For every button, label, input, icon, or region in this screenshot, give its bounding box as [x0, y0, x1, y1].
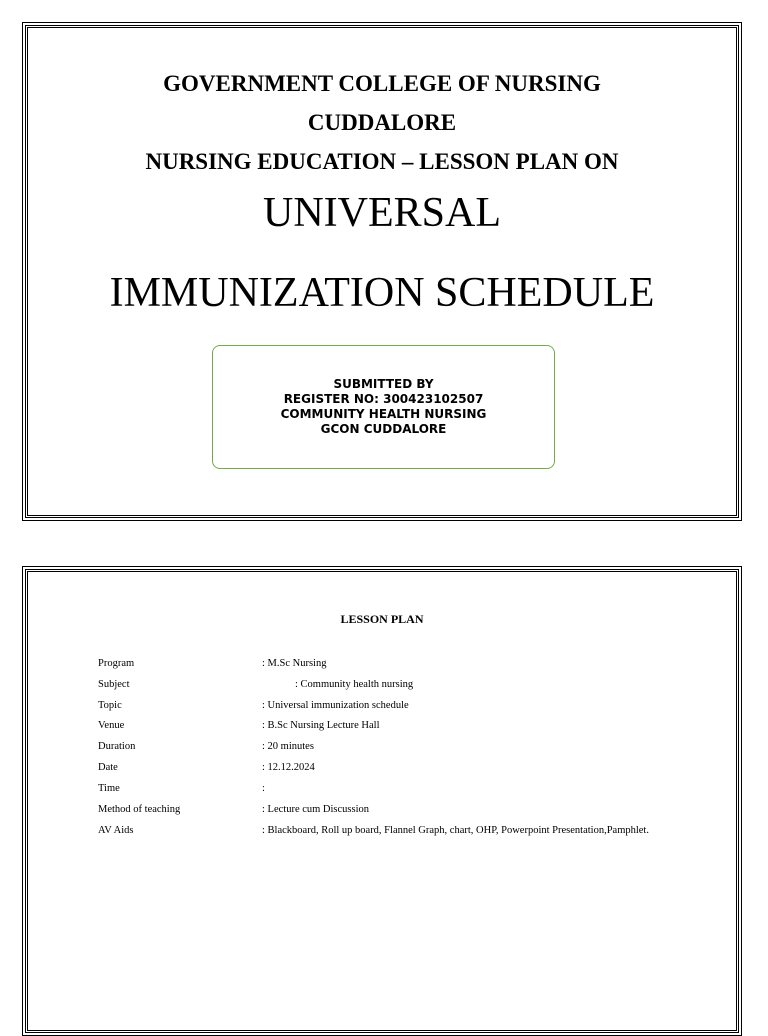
lesson-plan-heading: NURSING EDUCATION – LESSON PLAN ON	[145, 149, 619, 174]
college-name: GOVERNMENT COLLEGE OF NURSING	[163, 71, 601, 96]
detail-row-av-aids	[98, 821, 718, 841]
institution-name: GCON CUDDALORE	[320, 422, 447, 436]
detail-label: Program	[98, 658, 135, 669]
topic-title-line-1: UNIVERSAL	[263, 190, 501, 236]
lesson-plan-page	[22, 566, 742, 1036]
college-city: CUDDALORE	[307, 110, 457, 135]
detail-value: :	[262, 783, 265, 794]
detail-row-program	[98, 654, 718, 674]
cover-page	[22, 22, 742, 521]
detail-value: : Community health nursing	[295, 679, 414, 690]
detail-label: Date	[98, 762, 118, 773]
detail-value: : 20 minutes	[262, 741, 314, 752]
detail-row-date	[98, 758, 718, 778]
register-number: REGISTER NO: 300423102507	[283, 392, 484, 406]
detail-row-subject	[98, 675, 718, 695]
detail-row-method	[98, 800, 718, 820]
detail-value: : 12.12.2024	[262, 762, 315, 773]
lesson-plan-title: LESSON PLAN	[340, 612, 424, 626]
detail-row-venue	[98, 716, 718, 736]
detail-value: : Universal immunization schedule	[262, 700, 409, 711]
detail-value: : M.Sc Nursing	[262, 658, 327, 669]
detail-row-duration	[98, 737, 718, 757]
detail-label: Topic	[98, 700, 122, 711]
detail-label: Venue	[98, 720, 125, 731]
submitted-by-label: SUBMITTED BY	[333, 377, 434, 391]
detail-label: Time	[98, 783, 120, 794]
detail-value: : B.Sc Nursing Lecture Hall	[262, 720, 380, 731]
detail-label: Method of teaching	[98, 804, 181, 815]
detail-row-topic	[98, 696, 718, 716]
detail-row-time	[98, 779, 718, 799]
detail-value: : Blackboard, Roll up board, Flannel Graph, chart, OHP, Powerpoint Presentation,Pamphlet.	[262, 825, 649, 836]
detail-label: AV Aids	[98, 825, 134, 836]
detail-label: Duration	[98, 741, 136, 752]
submission-box	[212, 345, 555, 469]
detail-label: Subject	[98, 679, 130, 690]
detail-value: : Lecture cum Discussion	[262, 804, 370, 815]
department-name: COMMUNITY HEALTH NURSING	[280, 407, 487, 421]
topic-title-line-2: IMMUNIZATION SCHEDULE	[109, 270, 655, 316]
